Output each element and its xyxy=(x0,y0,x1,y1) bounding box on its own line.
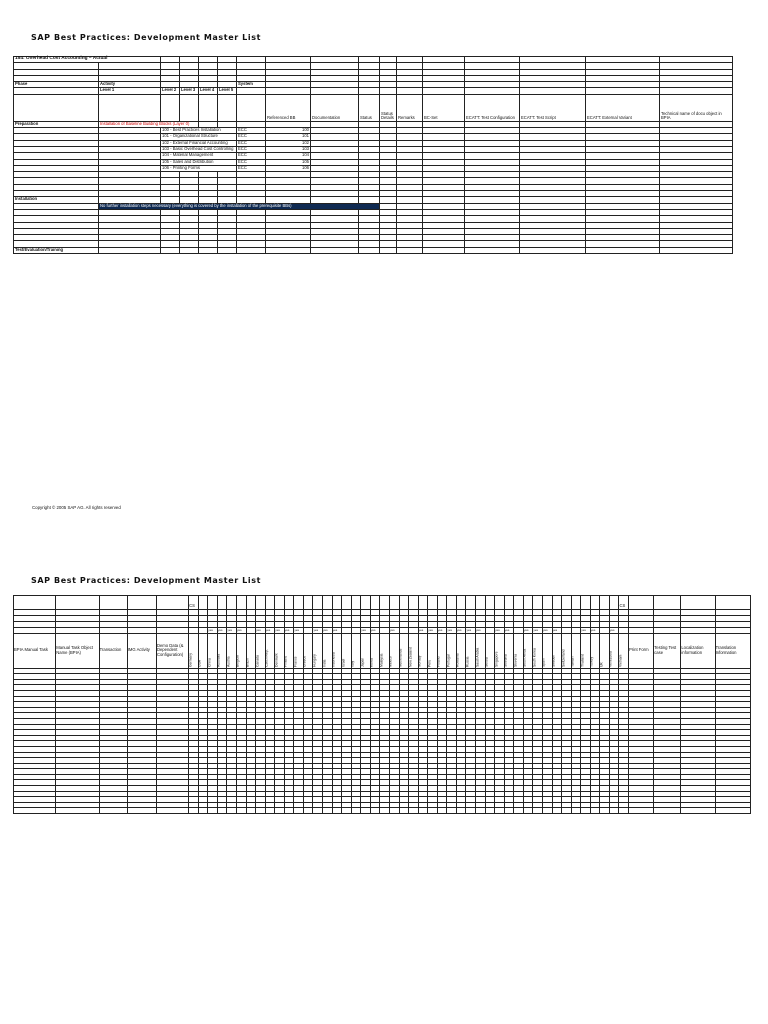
localization-header: Localization information xyxy=(681,633,715,668)
country-mark: yes xyxy=(437,628,447,634)
country-header: Germany xyxy=(189,633,199,668)
manual-task-object-header: Manual Task Object Name (BPIA) xyxy=(56,633,99,668)
country-header: Slovenia xyxy=(514,633,524,668)
country-header: Mexico xyxy=(389,633,399,668)
installation-note: No further installation steps necessary (everything is covered by the installation of the prerequisite BBs) xyxy=(99,203,380,209)
country-header: Thailand xyxy=(581,633,591,668)
prerequisite-activity: Installation of Baseline Building Blocks (Layer 0) xyxy=(99,121,199,127)
building-block-name: 104 - Material Management xyxy=(161,153,237,159)
building-block-name: 105 - Sales and Distribution xyxy=(161,159,237,165)
country-header: Norway xyxy=(418,633,428,668)
country-header: Saudi Arabia xyxy=(476,633,486,668)
preparation-phase: Preparation xyxy=(14,121,99,127)
country-mark: yes xyxy=(523,628,533,634)
country-mark: yes xyxy=(208,628,218,634)
country-mark: yes xyxy=(370,628,380,634)
level1-header: Level 1 xyxy=(99,88,161,94)
country-mark: yes xyxy=(504,628,514,634)
group-mark-left: CS xyxy=(189,596,199,610)
ecatt-test-configuration-header: ECATT: Test Configuration xyxy=(465,94,520,121)
development-master-list-detail-table xyxy=(13,595,751,814)
translation-header: Translation Information xyxy=(715,633,750,668)
testing-test-case-header: Testing Test case xyxy=(654,633,681,668)
country-header: Vietnam xyxy=(619,633,629,668)
country-mark: yes xyxy=(361,628,371,634)
country-header: Singapore xyxy=(495,633,505,668)
referenced-bb-value: 105 xyxy=(266,159,311,165)
country-header: New Zealand xyxy=(409,633,419,668)
country-header: Russia xyxy=(466,633,476,668)
documentation-header: Documentation xyxy=(311,94,359,121)
print-form-header: Print Form xyxy=(629,633,654,668)
system-value: ECC xyxy=(237,128,266,134)
referenced-bb-value: 106 xyxy=(266,165,311,171)
country-header: Israel xyxy=(342,633,352,668)
country-header: Austria xyxy=(227,633,237,668)
system-value: ECC xyxy=(237,165,266,171)
country-header: Finland xyxy=(284,633,294,668)
building-block-name: 102 - External Financial Accounting xyxy=(161,140,237,146)
country-header: France xyxy=(294,633,304,668)
country-header: Indonesia xyxy=(332,633,342,668)
system-value: ECC xyxy=(237,134,266,140)
country-mark: yes xyxy=(533,628,543,634)
country-header: Italy xyxy=(351,633,361,668)
ecatt-test-script-header: ECATT: Test Script xyxy=(520,94,586,121)
demo-data-header: Demo Data (& Dependent Configuration) xyxy=(156,633,188,668)
referenced-bb-value: 102 xyxy=(266,140,311,146)
technical-name-header: Technical name of docu object in BPIA xyxy=(660,94,733,121)
country-mark: yes xyxy=(418,628,428,634)
country-header: Venezuela xyxy=(609,633,619,668)
country-header: India xyxy=(323,633,333,668)
referenced-bb-value: 100 xyxy=(266,128,311,134)
referenced-bb-value: 103 xyxy=(266,146,311,152)
country-header: Serbia xyxy=(485,633,495,668)
building-block-name: 103 - Basic Overhead Cost Controlling xyxy=(161,146,237,152)
level4-header: Level 4 xyxy=(199,88,218,94)
country-header: South Korea xyxy=(533,633,543,668)
country-mark: yes xyxy=(227,628,237,634)
country-mark: yes xyxy=(495,628,505,634)
country-header: Hungary xyxy=(313,633,323,668)
country-mark: yes xyxy=(236,628,246,634)
level3-header: Level 3 xyxy=(180,88,199,94)
country-mark: yes xyxy=(332,628,342,634)
country-header: Spain xyxy=(542,633,552,668)
country-mark: yes xyxy=(552,628,562,634)
country-header: Taiwan xyxy=(571,633,581,668)
country-header: Denmark xyxy=(275,633,285,668)
country-header: Turkey xyxy=(590,633,600,668)
country-header: Korea xyxy=(370,633,380,668)
development-master-list-table xyxy=(13,52,733,254)
country-mark: yes xyxy=(389,628,399,634)
copyright-text: Copyright © 2005 SAP AG. All rights reserved xyxy=(32,505,121,510)
country-header: Sweden xyxy=(552,633,562,668)
country-header: Portugal xyxy=(447,633,457,668)
country-header: Belgium xyxy=(236,633,246,668)
page-1-title: SAP Best Practices: Development Master List xyxy=(31,33,261,42)
building-block-name: 101 - Organizational Structure xyxy=(161,134,237,140)
country-header: Canada xyxy=(256,633,266,668)
remarks-header: Remarks xyxy=(397,94,423,121)
system-value: ECC xyxy=(237,140,266,146)
ecatt-external-variant-header: ECATT: External Variant xyxy=(586,94,660,121)
country-header: Greece xyxy=(303,633,313,668)
country-header: South Africa xyxy=(523,633,533,668)
country-header: Malaysia xyxy=(380,633,390,668)
country-header: Japan xyxy=(361,633,371,668)
country-mark: yes xyxy=(323,628,333,634)
phase-header: Phase xyxy=(14,82,99,88)
country-header: Brazil xyxy=(246,633,256,668)
level5-header: Level 5 xyxy=(218,88,237,94)
country-mark: yes xyxy=(447,628,457,634)
building-block-name: 106 - Printing Forms xyxy=(161,165,237,171)
level2-header: Level 2 xyxy=(161,88,180,94)
country-header: UK xyxy=(600,633,610,668)
referenced-bb-header: Referenced BB xyxy=(266,94,311,121)
country-mark: yes xyxy=(428,628,438,634)
system-value: ECC xyxy=(237,159,266,165)
country-header: Peru xyxy=(428,633,438,668)
status-header: Status xyxy=(359,94,380,121)
country-header: Romania xyxy=(456,633,466,668)
country-mark: yes xyxy=(256,628,266,634)
bc-set-header: BC-Set xyxy=(423,94,465,121)
country-mark: yes xyxy=(275,628,285,634)
country-mark: yes xyxy=(265,628,275,634)
activity-header: Activity xyxy=(99,82,161,88)
country-mark: yes xyxy=(284,628,294,634)
building-block-name: 100 - Best Practices Installation xyxy=(161,128,237,134)
referenced-bb-value: 101 xyxy=(266,134,311,140)
transaction-header: Transaction xyxy=(99,633,127,668)
system-value: ECC xyxy=(237,146,266,152)
section-title: 154: Overhead Cost Accounting – Actual xyxy=(14,57,161,63)
test-phase: Test/Evaluation/Training xyxy=(14,247,99,253)
installation-phase: Installation xyxy=(14,197,99,203)
img-activity-header: IMG Activity xyxy=(127,633,156,668)
status-details-header: Status Details xyxy=(380,94,397,121)
group-mark-right: CS xyxy=(619,596,629,610)
country-mark: yes xyxy=(313,628,323,634)
bpia-manual-task-header: BPIA Manual Task xyxy=(14,633,56,668)
country-header: Slovakia xyxy=(504,633,514,668)
country-mark: yes xyxy=(456,628,466,634)
country-mark: yes xyxy=(581,628,591,634)
system-header: System xyxy=(237,82,266,88)
country-header: Netherlands xyxy=(399,633,409,668)
country-mark: yes xyxy=(466,628,476,634)
country-header: Poland xyxy=(437,633,447,668)
country-mark: yes xyxy=(476,628,486,634)
country-header: Czech Rep. xyxy=(265,633,275,668)
country-mark: yes xyxy=(609,628,619,634)
system-value: ECC xyxy=(237,153,266,159)
country-mark: yes xyxy=(590,628,600,634)
country-mark: yes xyxy=(217,628,227,634)
country-header: China xyxy=(208,633,218,668)
country-header: USA xyxy=(198,633,208,668)
page-2-title: SAP Best Practices: Development Master List xyxy=(31,576,261,585)
referenced-bb-value: 104 xyxy=(266,153,311,159)
country-header: Australia xyxy=(217,633,227,668)
country-header: Switzerland xyxy=(562,633,572,668)
country-mark: yes xyxy=(542,628,552,634)
country-mark: yes xyxy=(294,628,304,634)
